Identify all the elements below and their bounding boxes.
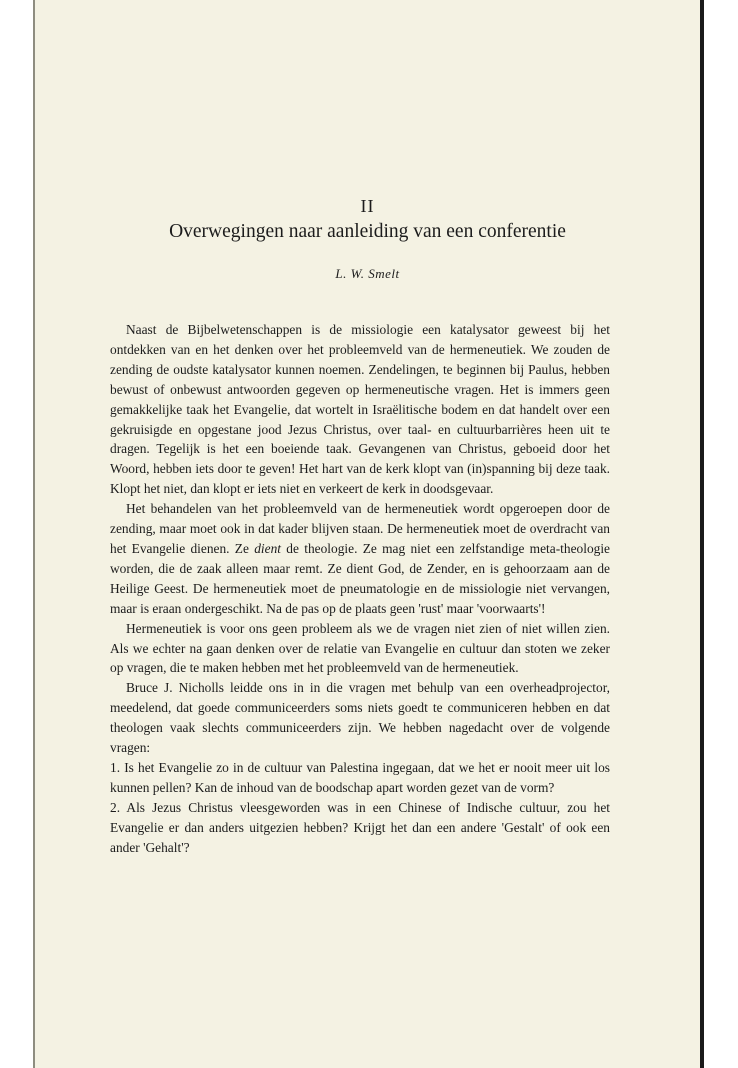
- chapter-title: Overwegingen naar aanleiding van een conferentie: [169, 221, 566, 242]
- paragraph: Bruce J. Nicholls leidde ons in in die vragen met behulp van een overheadprojector, meedelend, dat goede communiceerders soms niets goedt te communiceren hebben en dat theologen vaak slechts communiceerders zijn. We hebben nagedacht over de volgende vragen:: [110, 680, 610, 756]
- chapter-number: II: [360, 196, 375, 216]
- emphasis: dient: [254, 540, 282, 556]
- page-right-edge: [700, 0, 704, 1068]
- paragraph-text: de theologie. Ze mag niet een zelfstandige meta-theologie worden, die de zaak alleen maar remt. Ze dient God, de Zender, en is gehoorzaam aan de Heilige Geest. De hermeneutiek moet de pneumatologie en de missiologie niet vervangen, maar is eraan ondergeschikt. Na de pas op de plaats geen 'rust' maar 'voorwaarts'!: [110, 540, 610, 616]
- paragraph: Hermeneutiek is voor ons geen probleem als we de vragen niet zien of niet willen zien. Als we echter na gaan denken over de relatie van Evangelie en cultuur dan stoten we zeker op vragen, die te maken hebben met het probleemveld van de hermeneutiek.: [110, 620, 610, 676]
- paragraph-text: Het behandelen van het probleemveld van de hermeneutiek wordt opgeroepen door de zending, maar moet ook in dat kader blijven staan. De hermeneutiek moet de overdracht van het Evangelie dienen. Ze: [110, 501, 610, 556]
- paragraph: Naast de Bijbelwetenschappen is de missiologie een katalysator geweest bij het ontdekken van en het denken over het probleemveld van de hermeneutiek. We zouden de zending de oudste katalysator kunnen noemen. Zendelingen, te beginnen bij Paulus, hebben bewust of onbewust antwoorden gegeven op hermeneutische vragen. Het is immers geen gemakkelijke taak het Evangelie, dat wortelt in Israëlitische bodem en dat handelt over een gekruisigde en opgestane jood Jezus Christus, over taal- en cultuurbarrières heen uit te dragen. Tegelijk is het een boeiende taak. Gevangenen van Christus, geboeid door het Woord, hebben iets door te geven! Het hart van de kerk klopt van (in)spanning bij deze taak. Klopt het niet, dan klopt er iets niet en verkeert de kerk in doodsgevaar.: [110, 322, 610, 497]
- question-item: 2. Als Jezus Christus vleesgeworden was in een Chinese of Indische cultuur, zou het Evangelie er dan anders uitgezien hebben? Krijgt het dan een andere 'Gestalt' of ook een ander 'Gehalt'?: [110, 799, 610, 855]
- page-left-edge: [33, 0, 35, 1068]
- paragraph: [110, 499, 610, 618]
- chapter-author: L. W. Smelt: [335, 266, 400, 281]
- question-item: 1. Is het Evangelie zo in de cultuur van Palestina ingegaan, dat we het er nooit meer uit los kunnen pellen? Kan de inhoud van de boodschap apart worden gezet van de vorm?: [110, 759, 610, 795]
- body-text: [110, 320, 610, 857]
